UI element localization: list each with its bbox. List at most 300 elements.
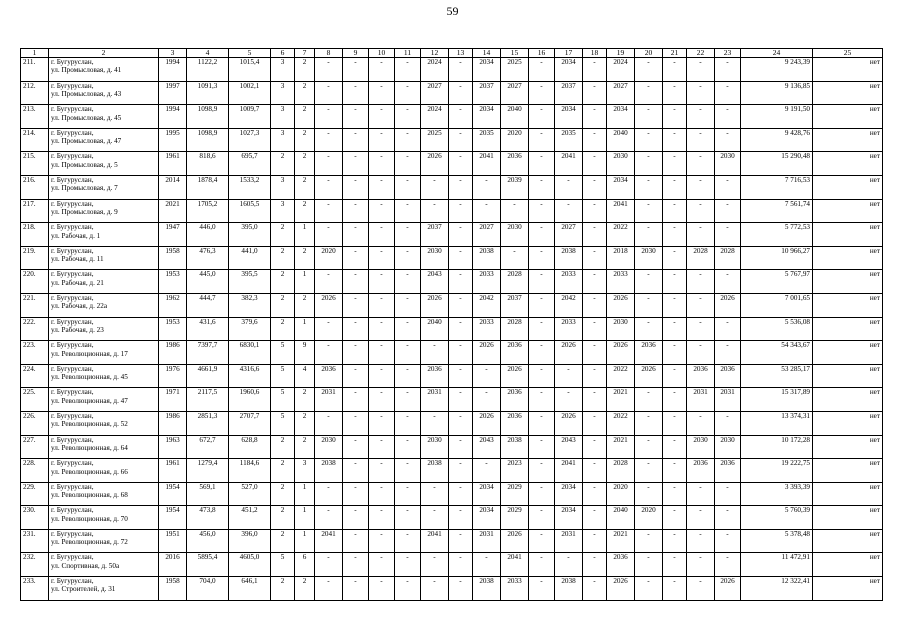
table-cell: 1953 <box>159 317 187 341</box>
table-cell: 19 222,75 <box>741 459 813 483</box>
table-cell: 2027 <box>501 81 529 105</box>
table-cell: 2028 <box>607 459 635 483</box>
table-cell: 11 472,91 <box>741 553 813 577</box>
table-cell: 2036 <box>501 411 529 435</box>
table-cell: - <box>369 246 395 270</box>
table-cell: 10 172,28 <box>741 435 813 459</box>
column-header: 21 <box>663 49 687 58</box>
table-cell: 2041 <box>315 529 343 553</box>
table-cell: 396,0 <box>229 529 271 553</box>
table-cell: - <box>395 529 421 553</box>
table-row <box>21 105 883 129</box>
table-cell: - <box>529 506 555 530</box>
table-cell: - <box>449 152 473 176</box>
table-cell: - <box>663 529 687 553</box>
table-cell: 2033 <box>607 270 635 294</box>
table-cell: - <box>663 293 687 317</box>
table-cell: - <box>369 482 395 506</box>
table-cell: - <box>529 317 555 341</box>
table-cell: - <box>369 81 395 105</box>
table-cell: 15 290,48 <box>741 152 813 176</box>
table-cell: 1960,6 <box>229 388 271 412</box>
table-cell: 3 <box>271 199 295 223</box>
address-cell <box>49 506 159 530</box>
column-header: 18 <box>583 49 607 58</box>
table-cell: - <box>583 577 607 601</box>
table-cell: 451,2 <box>229 506 271 530</box>
table-cell: - <box>343 175 369 199</box>
address-city: г. Бугуруслан, <box>51 175 94 184</box>
table-cell: нет <box>813 435 883 459</box>
table-cell: 2030 <box>687 435 715 459</box>
table-cell: - <box>663 58 687 82</box>
column-header: 7 <box>295 49 315 58</box>
table-cell: 2041 <box>421 529 449 553</box>
table-cell: 2 <box>295 435 315 459</box>
table-cell: - <box>687 81 715 105</box>
table-cell: - <box>449 293 473 317</box>
table-cell: 1976 <box>159 364 187 388</box>
table-cell: - <box>343 435 369 459</box>
table-cell: - <box>395 293 421 317</box>
table-cell: 7 001,65 <box>741 293 813 317</box>
column-header: 2 <box>49 49 159 58</box>
table-cell: 2030 <box>607 152 635 176</box>
table-cell: - <box>473 459 501 483</box>
table-cell: 2038 <box>501 435 529 459</box>
address-city: г. Бугуруслан, <box>51 199 94 208</box>
table-cell: 2 <box>295 199 315 223</box>
table-cell: - <box>369 199 395 223</box>
column-header: 3 <box>159 49 187 58</box>
address-city: г. Бугуруслан, <box>51 341 94 350</box>
table-cell: - <box>529 293 555 317</box>
table-cell: - <box>369 105 395 129</box>
table-row <box>21 364 883 388</box>
table-cell: - <box>395 58 421 82</box>
table-cell: - <box>449 482 473 506</box>
address-street: ул. Рабочая, д. 1 <box>51 231 101 240</box>
table-cell: 3 <box>271 58 295 82</box>
table-cell: 2031 <box>687 388 715 412</box>
table-cell: 2020 <box>635 506 663 530</box>
table-cell: - <box>715 411 741 435</box>
table-cell: 2 <box>271 293 295 317</box>
table-row <box>21 246 883 270</box>
table-cell: - <box>687 223 715 247</box>
address-street: ул. Промысловая, д. 43 <box>51 90 122 98</box>
table-cell: 2043 <box>473 435 501 459</box>
address-city: г. Бугуруслан, <box>51 577 94 586</box>
table-cell: - <box>369 553 395 577</box>
address-cell <box>49 293 159 317</box>
table-cell: - <box>315 553 343 577</box>
table-cell: нет <box>813 506 883 530</box>
table-cell: - <box>635 175 663 199</box>
table-cell: 2036 <box>501 388 529 412</box>
table-cell: 2036 <box>635 341 663 365</box>
table-cell: 2021 <box>607 529 635 553</box>
table-cell: 1 <box>295 223 315 247</box>
table-cell: - <box>635 199 663 223</box>
address-cell <box>49 58 159 82</box>
table-cell: - <box>583 293 607 317</box>
table-cell: - <box>635 577 663 601</box>
table-cell: - <box>635 128 663 152</box>
table-row <box>21 128 883 152</box>
address-street: ул. Революционная, д. 72 <box>51 538 128 547</box>
table-cell: - <box>395 175 421 199</box>
table-cell: - <box>555 364 583 388</box>
table-cell: 2031 <box>421 388 449 412</box>
table-cell: 2031 <box>715 388 741 412</box>
table-cell: - <box>501 246 529 270</box>
table-cell: 4 <box>295 364 315 388</box>
table-cell: нет <box>813 199 883 223</box>
table-cell: - <box>687 105 715 129</box>
table-cell: 2021 <box>607 435 635 459</box>
table-cell: 2042 <box>555 293 583 317</box>
table-cell: - <box>583 128 607 152</box>
table-cell: - <box>663 270 687 294</box>
table-cell: - <box>663 411 687 435</box>
table-cell: 2034 <box>473 482 501 506</box>
table-row <box>21 223 883 247</box>
table-cell: - <box>369 388 395 412</box>
table-cell: - <box>635 105 663 129</box>
table-cell: - <box>715 506 741 530</box>
table-cell: 2040 <box>421 317 449 341</box>
table-cell: - <box>369 364 395 388</box>
table-cell: - <box>369 317 395 341</box>
table-cell: 2 <box>271 317 295 341</box>
table-cell: нет <box>813 128 883 152</box>
table-cell: - <box>715 128 741 152</box>
table-cell: 2026 <box>715 293 741 317</box>
table-cell: - <box>687 128 715 152</box>
table-cell: - <box>583 506 607 530</box>
table-cell: - <box>663 81 687 105</box>
table-cell: - <box>663 388 687 412</box>
table-cell: 1122,2 <box>187 58 229 82</box>
row-number: 221. <box>21 293 49 317</box>
table-cell: - <box>369 459 395 483</box>
table-cell: нет <box>813 553 883 577</box>
address-street: ул. Спортивная, д. 50а <box>51 561 120 570</box>
table-cell: - <box>687 175 715 199</box>
address-street: ул. Промысловая, д. 5 <box>51 160 118 169</box>
table-cell: 1958 <box>159 246 187 270</box>
table-cell: - <box>315 128 343 152</box>
table-cell: 2036 <box>421 364 449 388</box>
table-cell: 2034 <box>555 506 583 530</box>
table-cell: - <box>663 105 687 129</box>
table-cell: - <box>635 270 663 294</box>
table-cell: - <box>663 128 687 152</box>
table-cell: 13 374,31 <box>741 411 813 435</box>
address-city: г. Бугуруслан, <box>51 435 94 444</box>
table-cell: 2031 <box>473 529 501 553</box>
table-cell: 5 <box>271 411 295 435</box>
table-cell: - <box>449 81 473 105</box>
column-header: 4 <box>187 49 229 58</box>
table-cell: - <box>343 270 369 294</box>
table-cell: 7 716,53 <box>741 175 813 199</box>
table-cell: - <box>369 270 395 294</box>
address-street: ул. Промысловая, д. 9 <box>51 207 118 216</box>
table-cell: 2028 <box>501 317 529 341</box>
column-header: 15 <box>501 49 529 58</box>
table-cell: - <box>395 577 421 601</box>
table-cell: 2041 <box>555 459 583 483</box>
table-cell: 15 317,89 <box>741 388 813 412</box>
table-cell: 2 <box>271 223 295 247</box>
column-header: 22 <box>687 49 715 58</box>
table-cell: - <box>449 128 473 152</box>
table-cell: - <box>529 459 555 483</box>
table-cell: - <box>343 506 369 530</box>
table-cell: 1997 <box>159 81 187 105</box>
row-number: 216. <box>21 175 49 199</box>
table-cell: 7 561,74 <box>741 199 813 223</box>
table-cell: - <box>635 529 663 553</box>
address-street: ул. Рабочая, д. 21 <box>51 278 104 287</box>
table-cell: - <box>449 223 473 247</box>
address-city: г. Бугуруслан, <box>51 152 94 161</box>
table-cell: 2033 <box>501 577 529 601</box>
row-number: 229. <box>21 482 49 506</box>
address-cell <box>49 411 159 435</box>
table-cell: 53 285,17 <box>741 364 813 388</box>
column-header: 1 <box>21 49 49 58</box>
table-cell: 2026 <box>555 341 583 365</box>
table-cell: - <box>555 388 583 412</box>
table-cell: 5895,4 <box>187 553 229 577</box>
table-cell: - <box>663 175 687 199</box>
table-cell: - <box>315 270 343 294</box>
table-cell: 2036 <box>607 553 635 577</box>
table-cell: - <box>583 388 607 412</box>
table-cell: - <box>395 270 421 294</box>
table-cell: - <box>583 81 607 105</box>
table-cell: 2027 <box>473 223 501 247</box>
address-city: г. Бугуруслан, <box>51 293 94 302</box>
table-cell: 2036 <box>501 341 529 365</box>
table-cell: 2024 <box>421 58 449 82</box>
table-cell: - <box>687 58 715 82</box>
table-cell: 446,0 <box>187 223 229 247</box>
table-cell: 2036 <box>715 459 741 483</box>
table-cell: - <box>449 506 473 530</box>
address-cell <box>49 388 159 412</box>
table-cell: 2027 <box>421 81 449 105</box>
table-cell: - <box>395 482 421 506</box>
table-cell: 2 <box>295 81 315 105</box>
table-cell: - <box>449 388 473 412</box>
table-cell: 1 <box>295 270 315 294</box>
table-cell: - <box>715 482 741 506</box>
table-cell: - <box>529 223 555 247</box>
table-row <box>21 341 883 365</box>
table-cell: 1 <box>295 506 315 530</box>
table-cell: 2033 <box>473 270 501 294</box>
table-cell: - <box>343 411 369 435</box>
table-cell: - <box>315 482 343 506</box>
table-cell: 2 <box>271 270 295 294</box>
table-cell: - <box>315 411 343 435</box>
table-cell: 5 <box>271 341 295 365</box>
table-cell: - <box>395 364 421 388</box>
address-cell <box>49 482 159 506</box>
address-city: г. Бугуруслан, <box>51 553 94 562</box>
address-cell <box>49 81 159 105</box>
address-city: г. Бугуруслан, <box>51 529 94 538</box>
table-cell: нет <box>813 246 883 270</box>
row-number: 219. <box>21 246 49 270</box>
table-cell: 2 <box>295 128 315 152</box>
table-cell: 2020 <box>501 128 529 152</box>
table-cell: 2026 <box>635 364 663 388</box>
table-cell: - <box>395 341 421 365</box>
table-cell: 2021 <box>159 199 187 223</box>
table-cell: - <box>583 411 607 435</box>
table-cell: - <box>343 317 369 341</box>
table-cell: - <box>395 388 421 412</box>
table-row <box>21 317 883 341</box>
table-cell: нет <box>813 270 883 294</box>
table-cell: - <box>449 459 473 483</box>
table-cell: 2037 <box>555 81 583 105</box>
table-cell: - <box>529 529 555 553</box>
table-cell: 2022 <box>607 411 635 435</box>
table-cell: 2038 <box>421 459 449 483</box>
table-cell: 2033 <box>555 317 583 341</box>
table-cell: - <box>315 506 343 530</box>
table-cell: 6 <box>295 553 315 577</box>
table-cell: - <box>687 529 715 553</box>
address-city: г. Бугуруслан, <box>51 105 94 114</box>
table-cell: 2037 <box>473 81 501 105</box>
table-cell: 2038 <box>555 577 583 601</box>
table-cell: 2043 <box>555 435 583 459</box>
table-cell: - <box>583 553 607 577</box>
table-cell: 2020 <box>607 482 635 506</box>
table-cell: - <box>583 341 607 365</box>
table-cell: 2034 <box>607 175 635 199</box>
table-cell: 1953 <box>159 270 187 294</box>
table-cell: - <box>529 152 555 176</box>
table-cell: - <box>715 105 741 129</box>
address-cell <box>49 246 159 270</box>
table-cell: 2117,5 <box>187 388 229 412</box>
table-cell: 2 <box>271 435 295 459</box>
table-cell: 695,7 <box>229 152 271 176</box>
table-cell: - <box>529 105 555 129</box>
table-cell: - <box>687 482 715 506</box>
column-header: 10 <box>369 49 395 58</box>
table-cell: - <box>635 411 663 435</box>
table-cell: 441,0 <box>229 246 271 270</box>
table-cell: 2041 <box>607 199 635 223</box>
table-cell: - <box>663 199 687 223</box>
table-header <box>21 49 883 58</box>
table-cell: 5 <box>271 553 295 577</box>
table-cell: - <box>343 459 369 483</box>
table-cell: 2030 <box>607 317 635 341</box>
table-cell: - <box>529 435 555 459</box>
table-cell: - <box>449 411 473 435</box>
table-cell: - <box>343 553 369 577</box>
row-number: 218. <box>21 223 49 247</box>
table-cell: 2040 <box>607 506 635 530</box>
table-cell: 2038 <box>473 246 501 270</box>
table-cell: - <box>687 317 715 341</box>
table-cell: - <box>555 199 583 223</box>
table-row <box>21 482 883 506</box>
header-row <box>21 49 883 58</box>
table-cell: 2034 <box>555 58 583 82</box>
table-cell: - <box>635 58 663 82</box>
table-cell: 1951 <box>159 529 187 553</box>
table-cell: 2034 <box>473 105 501 129</box>
table-cell: - <box>583 529 607 553</box>
column-header: 25 <box>813 49 883 58</box>
table-cell: - <box>343 246 369 270</box>
table-cell: 3 393,39 <box>741 482 813 506</box>
table-cell: - <box>635 435 663 459</box>
table-cell: - <box>529 175 555 199</box>
table-cell: 5 378,48 <box>741 529 813 553</box>
table-cell: - <box>449 577 473 601</box>
table-cell: - <box>315 58 343 82</box>
table-cell: 1 <box>295 529 315 553</box>
table-cell: 2 <box>295 388 315 412</box>
table-cell: - <box>343 58 369 82</box>
table-cell: 2041 <box>473 152 501 176</box>
table-cell: 2030 <box>715 152 741 176</box>
table-cell: - <box>395 199 421 223</box>
row-number: 232. <box>21 553 49 577</box>
table-cell: - <box>715 553 741 577</box>
table-cell: - <box>449 246 473 270</box>
table-cell: 3 <box>271 175 295 199</box>
table-cell: - <box>449 435 473 459</box>
address-street: ул. Революционная, д. 70 <box>51 514 128 523</box>
table-cell: - <box>395 317 421 341</box>
table-cell: 2 <box>271 577 295 601</box>
table-cell: - <box>529 553 555 577</box>
address-cell <box>49 364 159 388</box>
table-cell: - <box>421 553 449 577</box>
table-cell: - <box>449 317 473 341</box>
table-cell: - <box>663 364 687 388</box>
table-cell: - <box>449 270 473 294</box>
address-street: ул. Революционная, д. 68 <box>51 491 128 500</box>
table-cell: 646,1 <box>229 577 271 601</box>
table-cell: - <box>315 152 343 176</box>
table-cell: - <box>369 341 395 365</box>
table-cell: 1533,2 <box>229 175 271 199</box>
table-cell: - <box>715 175 741 199</box>
table-cell: - <box>583 459 607 483</box>
table-cell: 2026 <box>473 411 501 435</box>
table-cell: 2040 <box>607 128 635 152</box>
table-cell: нет <box>813 411 883 435</box>
table-row <box>21 152 883 176</box>
table-cell: 1098,9 <box>187 128 229 152</box>
table-cell: 2023 <box>501 459 529 483</box>
table-cell: - <box>687 506 715 530</box>
